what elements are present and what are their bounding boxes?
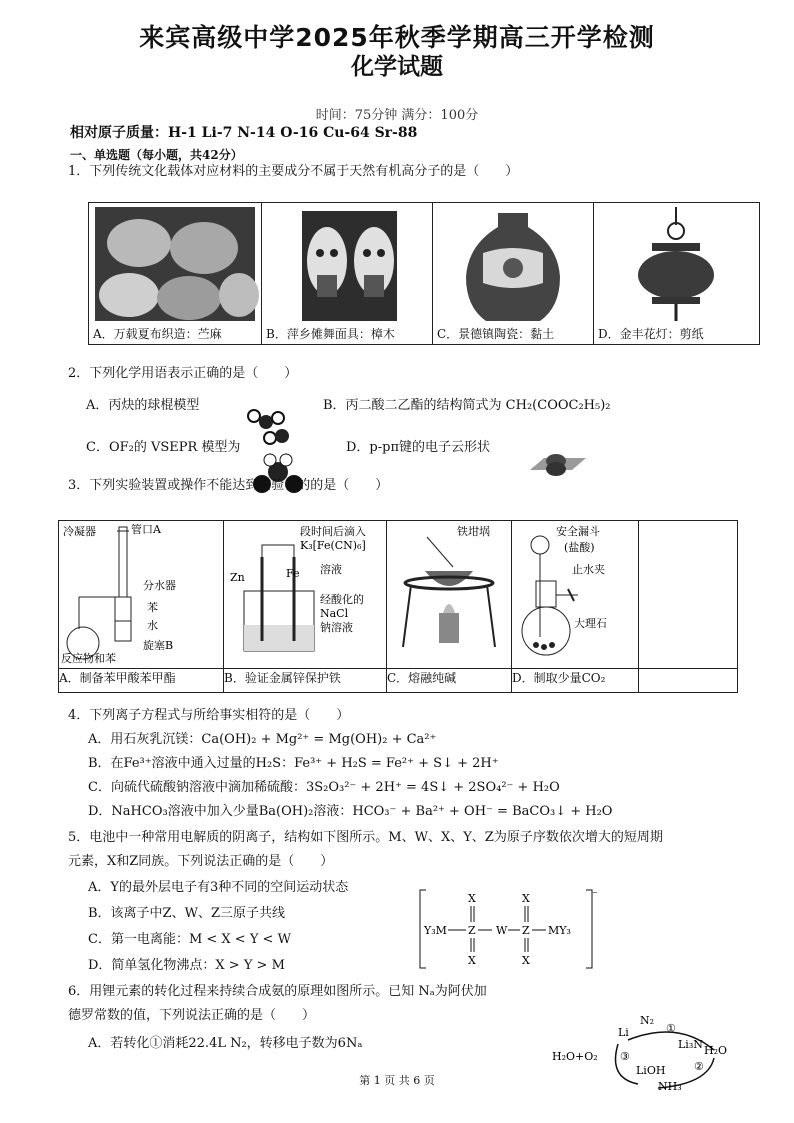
q6-stem-line2: 德罗常数的值，下列说法正确的是（ ） [68,1008,316,1023]
q4-option-c[interactable]: C．向硫代硫酸钠溶液中滴加稀硫酸：3S₂O₃²⁻ + 2H⁺ = 4S↓ + 2SO₄²⁻ + H₂O [88,780,560,795]
q3-d-label: D．制取少量CO₂ [512,669,639,693]
q1-option-d[interactable] [594,203,760,345]
q1-c-label: C．景德镇陶瓷：黏土 [437,327,555,341]
x-bottom-left: X [468,954,476,967]
step-3: ③ [620,1050,630,1063]
q1-option-b[interactable] [262,203,433,345]
section-heading: 一、单选题（每小题，共42分） [70,148,243,162]
vase-image [433,203,593,323]
q5-option-b[interactable]: B．该离子中Z、W、Z三原子共线 [88,906,285,921]
left-group: Y₃M [424,924,447,937]
label-n2: N₂ [640,1014,655,1027]
label-condenser: 冷凝器 [63,525,96,538]
q3-c-label: C．熔融纯碱 [387,669,512,693]
x-top-left: X [468,892,476,905]
q1-b-label: B．萍乡傩舞面具：樟木 [266,327,395,341]
q1-option-c[interactable] [433,203,594,345]
label-nh3: NH₃ [658,1080,682,1093]
label-marble: 大理石 [574,617,607,630]
page-number: 第 1 页 共 6 页 [359,1074,435,1087]
label-h2o-in: H₂O [704,1044,728,1057]
label-li: Li [618,1026,629,1039]
label-ferricyanide: K₃[Fe(CN)₆] [300,539,366,552]
right-group: MY₃ [548,924,571,937]
label-li3n: Li₃N [678,1038,703,1051]
co2-generator [512,521,638,663]
step-1: ① [666,1022,676,1035]
q5-stem-line2: 元素，X和Z同族。下列说法正确的是（ ） [68,854,334,869]
q3-option-a[interactable] [59,521,224,669]
q2-stem: 2．下列化学用语表示正确的是（ ） [68,366,298,381]
q5-option-a[interactable]: A．Y的最外层电子有3种不同的空间运动状态 [88,880,349,895]
label-hcl: (盐酸) [564,541,595,554]
label-sodium-solution: 钠溶液 [320,621,353,634]
q2-option-c[interactable]: C．OF₂的 VSEPR 模型为 [86,440,241,455]
q4-stem: 4．下列离子方程式与所给事实相符的是（ ） [68,708,350,723]
label-iron-crucible: 铁坩埚 [457,525,490,538]
w-center: W [496,924,508,937]
zinc-iron-cell [224,521,386,663]
label-port-a: 管口A [131,523,161,536]
z-left: Z [468,924,476,937]
label-stopcock-b: 旋塞B [143,639,174,652]
ramie-image [89,203,261,323]
z-right: Z [522,924,530,937]
q5-stem-line1: 5．电池中一种常用电解质的阴离子，结构如下图所示。M、W、X、Y、Z为原子序数依次增大的短周期 [68,830,663,845]
anion-charge: ⁻ [592,888,598,901]
q6-option-a[interactable]: A．若转化①消耗22.4L N₂，转移电子数为6Nₐ [88,1036,363,1051]
label-lioh: LiOH [636,1064,666,1077]
q1-options-table [88,202,760,345]
water-separator-apparatus [59,521,223,663]
q4-option-a[interactable]: A．用石灰乳沉镁：Ca(OH)₂ + Mg²⁺ = Mg(OH)₂ + Ca²⁺ [88,732,437,747]
label-separator: 分水器 [143,579,176,592]
q2-option-b[interactable]: B．丙二酸二乙酯的结构简式为 CH₂(COOC₂H₅)₂ [323,398,611,413]
label-nacl: NaCl [320,607,349,620]
mask-image [262,203,432,323]
q1-option-a[interactable] [89,203,262,345]
subject-title: 化学试题 [351,54,443,80]
q3-b-label: B．验证金属锌保护铁 [224,669,387,693]
label-h2o-o2: H₂O+O₂ [552,1050,598,1063]
q3-option-c[interactable] [387,521,512,669]
q3-a-label: A．制备苯甲酸苯甲酯 [59,669,224,693]
label-fe: Fe [286,567,300,580]
q2-option-d[interactable]: D．p-pπ键的电子云形状 [346,440,491,455]
step-2: ② [694,1060,704,1073]
label-reactants: 反应物和苯 [61,652,116,665]
x-bottom-right: X [522,954,530,967]
label-clamp: 止水夹 [572,563,605,576]
label-safety-funnel: 安全漏斗 [556,525,600,538]
q3-empty-cell [639,521,738,669]
q3-option-b[interactable] [224,521,387,669]
q1-stem: 1．下列传统文化载体对应材料的主要成分不属于天然有机高分子的是（ ） [68,164,519,179]
label-benzene: 苯 [147,601,158,614]
label-water: 水 [147,619,158,632]
q6-stem-line1: 6．用锂元素的转化过程来持续合成氨的原理如图所示。已知 Nₐ为阿伏加 [68,984,487,999]
q5-option-c[interactable]: C．第一电离能：M < X < Y < W [88,932,291,947]
label-dropwise: 段时间后滴入 [300,525,366,538]
label-acidified: 经酸化的 [320,593,364,606]
q3-option-d[interactable] [512,521,639,669]
iron-crucible-setup [387,521,511,663]
q1-a-label: A．万载夏布织造：苎麻 [93,327,222,341]
lantern-image [594,203,759,323]
p-p-pi-cloud [522,452,590,478]
q3-apparatus-table [58,520,738,693]
propyne-ball-stick-model [240,404,300,454]
label-solution: 溶液 [320,563,342,576]
q3-stem: 3．下列实验装置或操作不能达到实验目的的是（ ） [68,478,389,493]
exam-title: 来宾高级中学2025年秋季学期高三开学检测 [139,23,655,52]
label-zn: Zn [230,571,245,584]
atomic-masses: 相对原子质量：H-1 Li-7 N-14 O-16 Cu-64 Sr-88 [70,125,418,141]
x-top-right: X [522,892,530,905]
q5-option-d[interactable]: D．简单氢化物沸点：X > Y > M [88,958,285,973]
anion-structure [416,888,596,970]
q1-d-label: D．金丰花灯：剪纸 [598,327,704,341]
q4-option-b[interactable]: B．在Fe³⁺溶液中通入过量的H₂S：Fe³⁺ + H₂S = Fe²⁺ + S↓ + 2H⁺ [88,756,499,771]
q2-option-a[interactable]: A．丙炔的球棍模型 [86,398,200,413]
q3-empty-label-cell [639,669,738,693]
time-score: 时间：75分钟 满分：100分 [315,108,479,123]
q4-option-d[interactable]: D．NaHCO₃溶液中加入少量Ba(OH)₂溶液：HCO₃⁻ + Ba²⁺ + OH⁻ = BaCO₃↓ + H₂O [88,804,613,819]
